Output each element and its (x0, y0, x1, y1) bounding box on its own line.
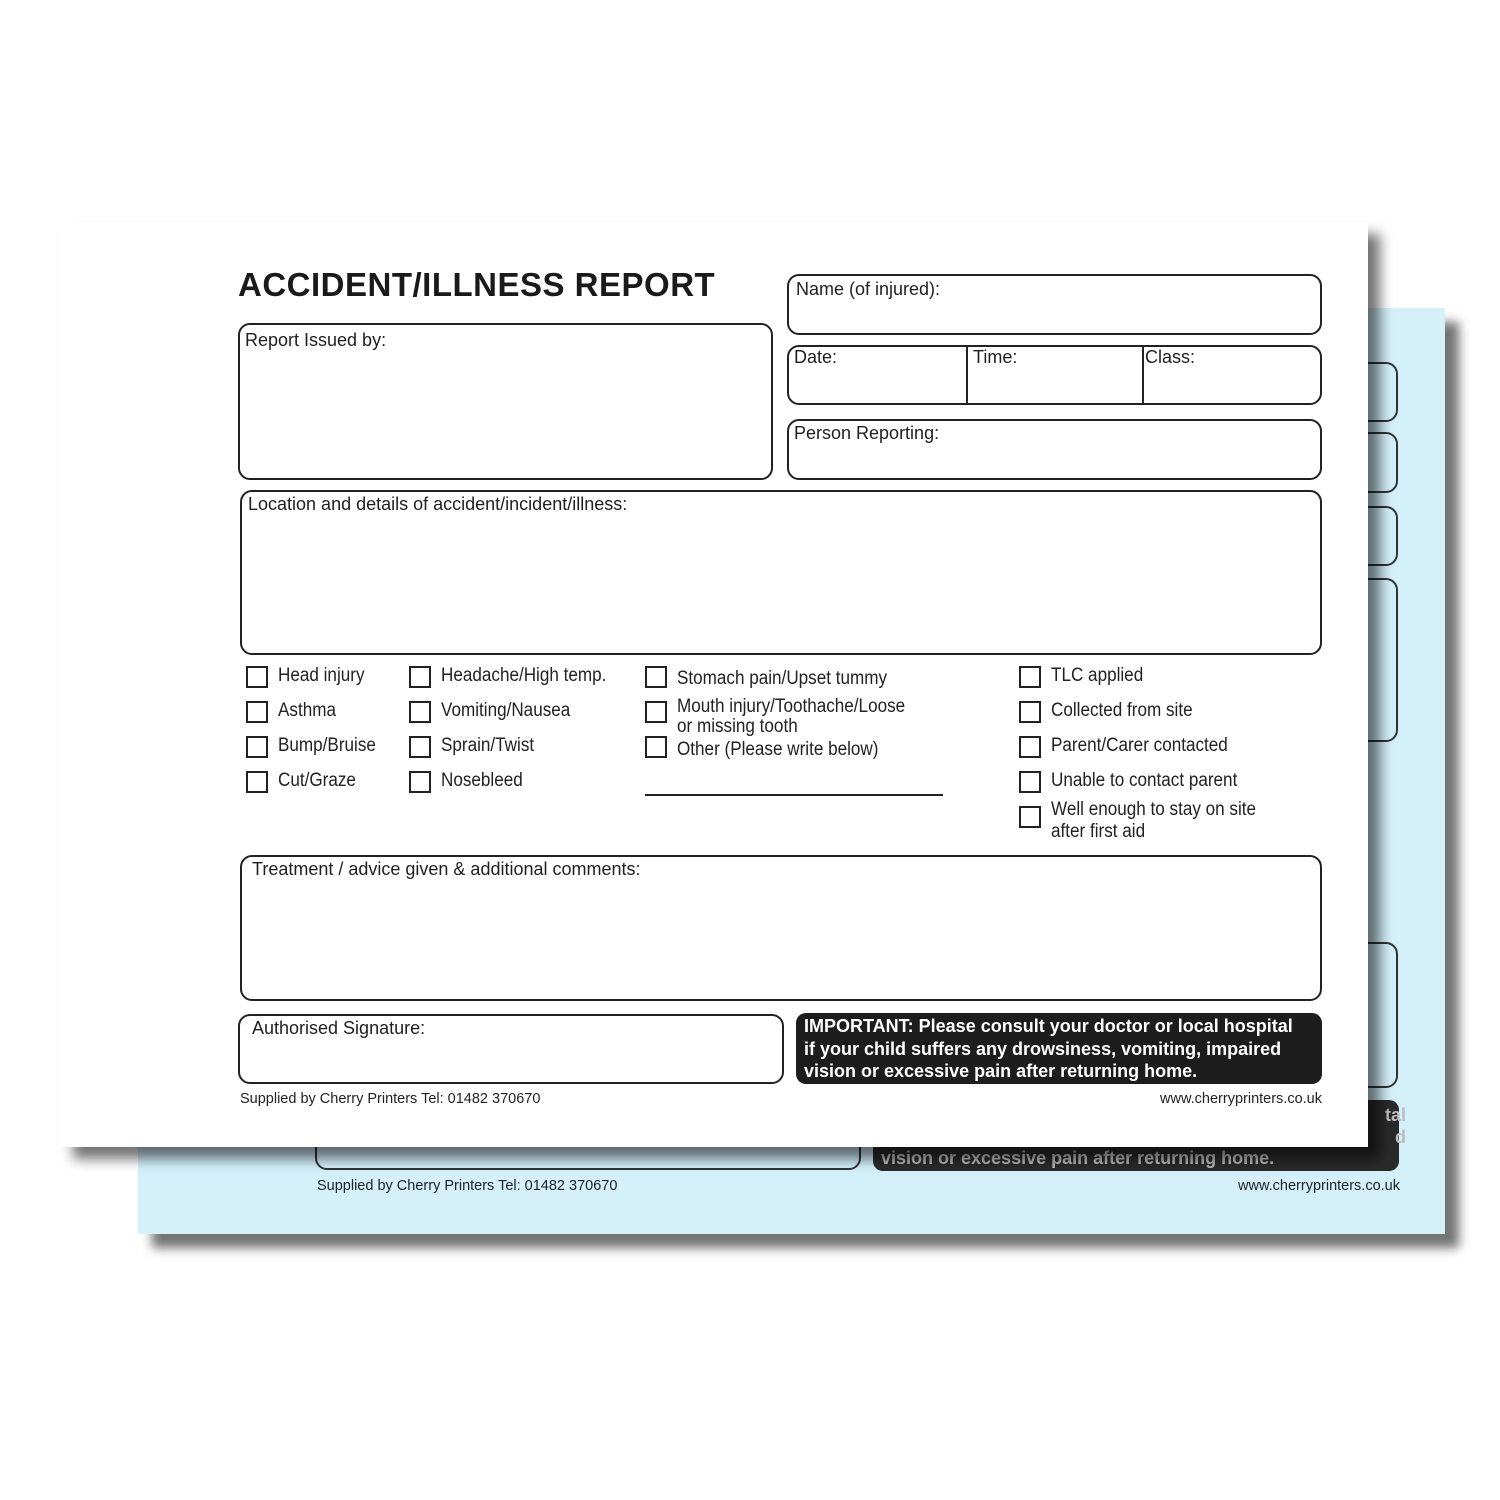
important-line-3: vision or excessive pain after returning home. (804, 1061, 1198, 1081)
checkbox-box[interactable] (1019, 666, 1041, 688)
important-line-2: if your child suffers any drowsiness, vomiting, impaired (804, 1038, 1282, 1059)
checkbox-label: Nosebleed (441, 770, 523, 791)
important-line-1: IMPORTANT: Please consult your doctor or local hospital (804, 1016, 1293, 1036)
checkbox-label-line-2: after first aid (1051, 821, 1146, 842)
checkbox-label-line-1: Mouth injury/Toothache/Loose (677, 696, 906, 717)
checkbox-nosebleed[interactable] (409, 771, 532, 793)
back-important-line-3: vision or excessive pain after returning home. (881, 1148, 1275, 1168)
report-issued-by-label: Report Issued by: (245, 330, 387, 350)
checkbox-tlc-applied[interactable] (1019, 666, 1153, 688)
checkbox-box[interactable] (645, 736, 667, 758)
class-field[interactable] (1144, 347, 1319, 403)
name-field[interactable] (787, 274, 1322, 335)
checkbox-box[interactable] (246, 736, 268, 758)
checkbox-box[interactable] (246, 771, 268, 793)
checkbox-label: TLC applied (1051, 665, 1144, 686)
checkbox-asthma[interactable] (246, 701, 342, 723)
checkbox-cut-graze[interactable] (246, 771, 365, 793)
checkbox-mouth-injury[interactable] (645, 696, 931, 737)
checkbox-label: Headache/High temp. (441, 665, 607, 686)
other-write-line[interactable] (645, 794, 943, 796)
checkbox-label: Stomach pain/Upset tummy (677, 668, 888, 689)
treatment-advice-label: Treatment / advice given & additional comments: (252, 859, 641, 879)
checkbox-box[interactable] (1019, 771, 1041, 793)
checkbox-label: Sprain/Twist (441, 735, 535, 756)
checkbox-box[interactable] (1019, 701, 1041, 723)
checkbox-box[interactable] (246, 666, 268, 688)
checkbox-box[interactable] (409, 666, 431, 688)
footer-website: www.cherryprinters.co.uk (1160, 1091, 1322, 1107)
checkbox-label: Collected from site (1051, 700, 1193, 721)
checkbox-label-stack (667, 697, 931, 737)
checkbox-label-stack (1041, 800, 1279, 842)
authorised-signature-label: Authorised Signature: (252, 1018, 426, 1038)
checkbox-head-injury[interactable] (246, 666, 374, 688)
back-footer-supplier: Supplied by Cherry Printers Tel: 01482 370670 (317, 1178, 618, 1194)
checkbox-label-line-1: Well enough to stay on site (1051, 799, 1257, 820)
class-label: Class: (1145, 347, 1196, 367)
checkbox-box[interactable] (1019, 806, 1041, 828)
person-reporting-field[interactable] (787, 419, 1322, 480)
checkbox-label: Unable to contact parent (1051, 770, 1238, 791)
date-field[interactable] (789, 347, 966, 403)
checkbox-bump-bruise[interactable] (246, 736, 387, 758)
location-details-field[interactable] (240, 490, 1322, 655)
location-details-label: Location and details of accident/incident/illness: (248, 494, 628, 514)
back-footer-website: www.cherryprinters.co.uk (1238, 1178, 1400, 1194)
checkbox-box[interactable] (409, 771, 431, 793)
person-reporting-label: Person Reporting: (794, 423, 940, 443)
time-field[interactable] (968, 347, 1142, 403)
time-label: Time: (973, 347, 1018, 367)
checkbox-label: Vomiting/Nausea (441, 700, 571, 721)
form-title: ACCIDENT/ILLNESS REPORT (238, 266, 716, 303)
checkbox-label: Head injury (278, 665, 365, 686)
checkbox-box[interactable] (409, 736, 431, 758)
checkbox-parent-carer-contacted[interactable] (1019, 736, 1247, 758)
checkbox-sprain-twist[interactable] (409, 736, 544, 758)
authorised-signature-field[interactable] (238, 1014, 784, 1084)
checkbox-box[interactable] (1019, 736, 1041, 758)
checkbox-unable-to-contact-parent[interactable] (1019, 771, 1258, 793)
checkbox-well-enough-to-stay[interactable] (1019, 799, 1279, 842)
date-label: Date: (794, 347, 838, 367)
checkbox-other[interactable] (645, 736, 901, 760)
checkbox-box[interactable] (409, 701, 431, 723)
checkbox-stomach-pain[interactable] (645, 666, 910, 689)
back-important-fragment-2: d (1395, 1127, 1406, 1147)
report-issued-by-field[interactable] (238, 323, 773, 480)
name-label: Name (of injured): (796, 279, 941, 299)
checkbox-collected-from-site[interactable] (1019, 701, 1208, 723)
checkbox-headache-high-temp[interactable] (409, 666, 625, 688)
checkbox-box[interactable] (645, 701, 667, 723)
checkbox-label: Other (Please write below) (677, 739, 879, 760)
checkbox-box[interactable] (645, 666, 667, 688)
back-important-fragment-1: tal (1385, 1105, 1407, 1125)
important-notice (796, 1013, 1322, 1084)
checkbox-label: Parent/Carer contacted (1051, 735, 1228, 756)
date-time-class-group (787, 345, 1322, 405)
checkbox-vomiting-nausea[interactable] (409, 701, 585, 723)
treatment-advice-field[interactable] (240, 855, 1322, 1001)
checkbox-box[interactable] (246, 701, 268, 723)
checkbox-label: Asthma (278, 700, 336, 721)
checkbox-label: Cut/Graze (278, 770, 356, 791)
checkbox-label: Bump/Bruise (278, 735, 376, 756)
front-report-sheet (61, 222, 1368, 1147)
footer-supplier: Supplied by Cherry Printers Tel: 01482 370670 (240, 1091, 541, 1107)
checkbox-label-line-2: or missing tooth (677, 716, 798, 737)
